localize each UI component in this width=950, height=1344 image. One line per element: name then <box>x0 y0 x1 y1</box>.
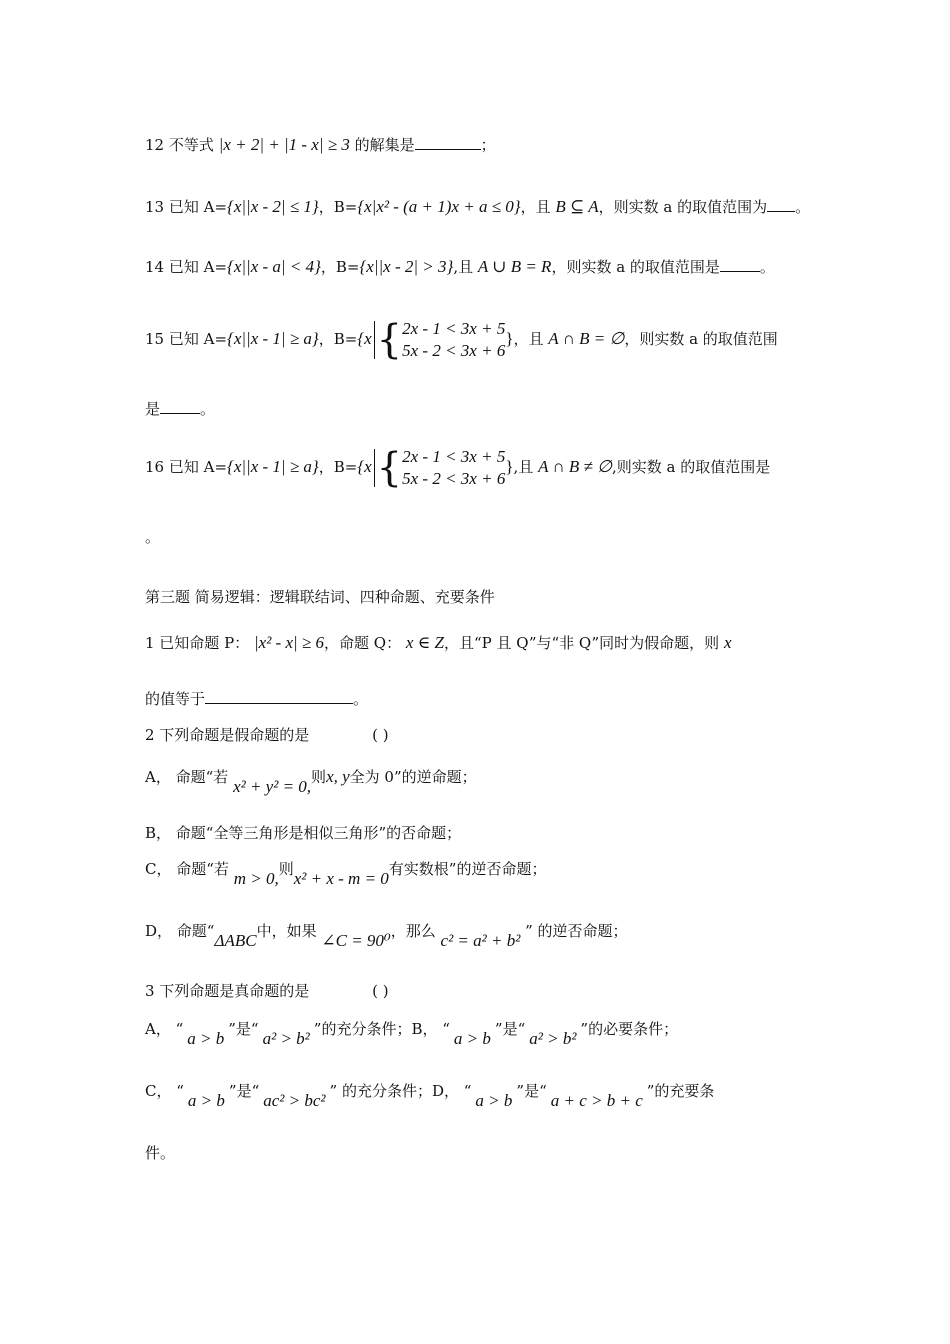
p2c-math-2: x² + x - m = 0 <box>293 869 389 888</box>
p1-variable: x <box>723 633 732 652</box>
p1-cont-text: 的值等于 <box>145 690 206 708</box>
p2d-pre: D， 命题“ <box>145 922 215 940</box>
p2c-mid: 则 <box>278 860 294 878</box>
p2d-post: ” 的逆否命题； <box>525 922 628 940</box>
q15-system <box>377 318 506 362</box>
left-brace-icon: { <box>376 317 403 363</box>
p2d-math-1: ΔABC <box>214 931 257 950</box>
p3cd-math-1: a > b <box>187 1091 225 1110</box>
question-16 <box>145 446 770 490</box>
p3cd-t2: ”是“ <box>228 1082 260 1100</box>
question-15 <box>145 318 778 362</box>
q12-inequality: |x + 2| + |1 - x| ≥ 3 <box>218 135 350 154</box>
system-row-1: 2x - 1 < 3x + 5 <box>402 447 506 466</box>
p3cd-t1: C， “ <box>145 1082 184 1100</box>
q16-sep: ，B= <box>318 458 358 476</box>
q15-and: ，且 <box>513 330 544 348</box>
p2a-post: 全为 0”的逆命题； <box>349 768 477 786</box>
p2a-math-2: x, y <box>326 767 350 786</box>
q13-condition: B ⊆ A <box>555 197 599 216</box>
p2d-math-2: ∠C = 90⁰ <box>321 931 391 950</box>
q16-stem: 16 已知 A= <box>145 458 228 476</box>
section-heading <box>145 590 495 605</box>
option-2a <box>145 767 477 796</box>
answer-blank <box>767 211 795 212</box>
q16-cont-text: 。 <box>145 528 161 546</box>
answer-blank <box>720 271 760 272</box>
p3cd-math-2: ac² > bc² <box>263 1091 326 1110</box>
q14-end: 。 <box>759 258 775 276</box>
q12-end: ； <box>480 136 496 154</box>
q13-end: 。 <box>795 198 811 216</box>
p3cd-t5: ”的充要条 <box>646 1082 715 1100</box>
p1-end: 。 <box>353 690 369 708</box>
p2c-post: 有实数根”的逆否命题； <box>388 860 547 878</box>
q15-set-b-close: } <box>505 329 514 348</box>
system-row-2: 5x - 2 < 3x + 6 <box>402 469 506 488</box>
q13-sep: ，B= <box>318 198 358 216</box>
q13-and: ，且 <box>520 198 551 216</box>
q14-condition: A ∪ B = R <box>477 257 552 276</box>
p1-stem: 1 已知命题 P： <box>145 634 250 652</box>
problem-1 <box>145 634 732 651</box>
set-divider <box>374 449 375 487</box>
q15-end: 。 <box>200 400 216 418</box>
p2b-text: B， 命题“全等三角形是相似三角形”的否命题； <box>145 824 462 842</box>
p3ab-math-1: a > b <box>187 1029 225 1048</box>
answer-paren: ( ) <box>372 726 389 744</box>
q14-set-b: {x||x - 2| > 3} <box>359 257 454 276</box>
left-brace-icon: { <box>376 445 403 491</box>
problem-1-cont <box>145 692 368 707</box>
p2a-pre: A， 命题“若 <box>145 768 229 786</box>
p2d-math-3: c² = a² + b² <box>440 931 521 950</box>
q15-condition: A ∩ B = ∅ <box>548 329 625 348</box>
problem-2 <box>145 728 389 743</box>
p2c-pre: C， 命题“若 <box>145 860 229 878</box>
q16-and: ,且 <box>513 458 534 476</box>
p2a-mid: 则 <box>311 768 327 786</box>
p1-proposition-q: x ∈ Z <box>405 633 444 652</box>
q14-sep: ，B= <box>320 258 360 276</box>
section-title: 第三题 简易逻辑：逻辑联结词、四种命题、充要条件 <box>145 588 495 606</box>
q13-set-b: {x|x² - (a + 1)x + a ≤ 0} <box>357 197 521 216</box>
q13-stem: 13 已知 A= <box>145 198 228 216</box>
q15-cont-text: 是 <box>145 400 161 418</box>
answer-blank <box>160 413 200 414</box>
p2a-math-1: x² + y² = 0, <box>233 777 312 796</box>
p3cd-math-3: a > b <box>475 1091 513 1110</box>
answer-blank <box>415 149 481 150</box>
q15-set-a: {x||x - 1| ≥ a} <box>227 329 319 348</box>
p3ab-t4: ”是“ <box>494 1020 526 1038</box>
question-15-cont <box>145 402 215 417</box>
p3ab-math-3: a > b <box>453 1029 491 1048</box>
q16-system <box>377 446 506 490</box>
p3ab-t3: ”的充分条件；B， “ <box>313 1020 450 1038</box>
system-row-2: 5x - 2 < 3x + 6 <box>402 341 506 360</box>
problem-3 <box>145 984 389 999</box>
p2-stem: 2 下列命题是假命题的是 <box>145 726 310 744</box>
system-row-1: 2x - 1 < 3x + 5 <box>402 319 506 338</box>
question-14 <box>145 258 775 275</box>
q16-set-b-open: {x <box>357 457 372 476</box>
p1-text: ，且“P 且 Q”与“非 Q”同时为假命题，则 <box>443 634 720 652</box>
q16-condition: A ∩ B ≠ ∅ <box>538 457 612 476</box>
p3-stem: 3 下列命题是真命题的是 <box>145 982 310 1000</box>
set-divider <box>374 321 375 359</box>
question-13 <box>145 198 810 215</box>
q16-set-a: {x||x - 1| ≥ a} <box>227 457 319 476</box>
p1-proposition-p: |x² - x| ≥ 6 <box>253 633 324 652</box>
option-2b <box>145 826 461 841</box>
p3-end-text: 件。 <box>145 1144 176 1162</box>
q15-stem: 15 已知 A= <box>145 330 228 348</box>
q13-text: ，则实数 a 的取值范围为 <box>598 198 768 216</box>
q14-set-a: {x||x - a| < 4} <box>227 257 321 276</box>
option-3cd <box>145 1082 715 1110</box>
p1-sep: ，命题 Q： <box>324 634 402 652</box>
option-2d <box>145 922 628 950</box>
p3cd-math-4: a + c > b + c <box>550 1091 643 1110</box>
p3ab-t5: ”的必要条件； <box>580 1020 679 1038</box>
q12-text: 的解集是 <box>354 136 415 154</box>
answer-blank <box>205 703 353 704</box>
question-16-cont <box>145 530 160 545</box>
p3ab-math-4: a² > b² <box>529 1029 577 1048</box>
q14-and: ,且 <box>453 258 474 276</box>
option-2c <box>145 860 547 888</box>
q12-stem: 12 不等式 <box>145 136 214 154</box>
q14-stem: 14 已知 A= <box>145 258 228 276</box>
option-3ab <box>145 1020 679 1048</box>
p3ab-math-2: a² > b² <box>262 1029 310 1048</box>
p2d-mid-1: 中，如果 <box>256 922 317 940</box>
p3ab-t1: A， “ <box>145 1020 184 1038</box>
p3cd-t4: ”是“ <box>516 1082 547 1100</box>
p3cd-t3: ” 的充分条件；D， “ <box>329 1082 472 1100</box>
q16-set-b-close: } <box>505 457 514 476</box>
p3ab-t2: ”是“ <box>228 1020 259 1038</box>
answer-paren: ( ) <box>372 982 389 1000</box>
q15-set-b-open: {x <box>357 329 372 348</box>
q15-text: ，则实数 a 的取值范围 <box>624 330 778 348</box>
q16-text: ,则实数 a 的取值范围是 <box>611 458 771 476</box>
q15-sep: ，B= <box>318 330 358 348</box>
question-12 <box>145 136 496 153</box>
option-3cd-cont <box>145 1146 175 1161</box>
p2d-mid-2: ，那么 <box>390 922 436 940</box>
p2c-math-1: m > 0, <box>233 869 279 888</box>
q13-set-a: {x||x - 2| ≤ 1} <box>227 197 319 216</box>
q14-text: ，则实数 a 的取值范围是 <box>551 258 720 276</box>
